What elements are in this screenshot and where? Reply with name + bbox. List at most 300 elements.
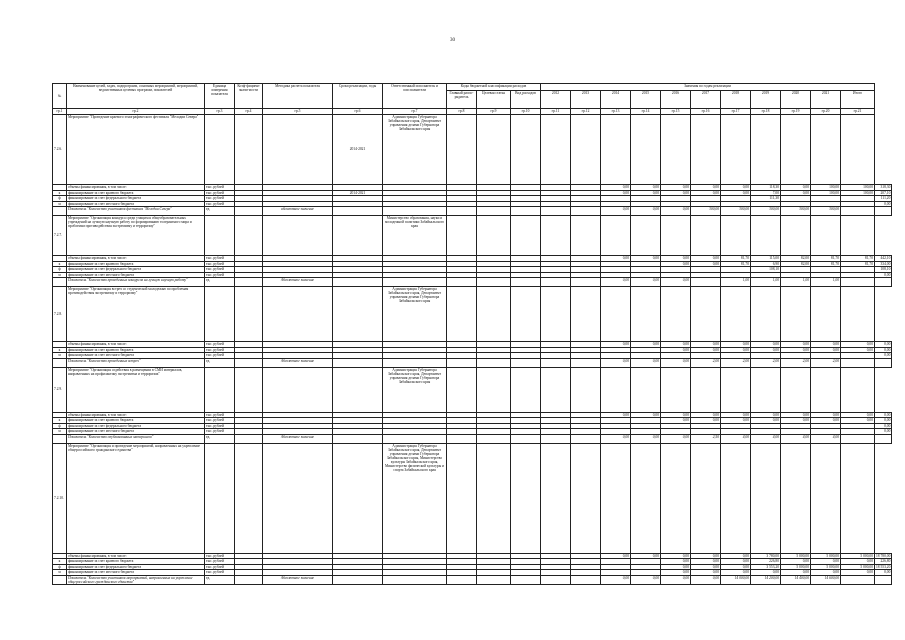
value-cell: 0,00 [601, 207, 631, 216]
section-responsible: Администрация Губернатора Забайкальского края, Департамент управления делами Губернатора Забайкальского края [383, 287, 447, 342]
value-cell: 0,00 [811, 342, 841, 348]
value-cell: 0,00 [875, 423, 892, 429]
value-cell: 0,00 [875, 201, 892, 207]
value-cell [541, 358, 571, 367]
column-number: гр.11 [541, 109, 571, 115]
value-cell: 0,00 [661, 564, 691, 570]
empty-cell [235, 115, 263, 185]
value-cell: 0,00 [661, 434, 691, 443]
value-cell: 0,00 [601, 256, 631, 262]
section-code: 7.2.7. [53, 216, 67, 256]
value-cell: 0,00 [661, 418, 691, 424]
column-number: гр.16 [691, 109, 721, 115]
value-cell: 1,00 [721, 278, 751, 287]
value-cell: 0,00 [661, 207, 691, 216]
header-term: Сроки реализации, годы [333, 84, 383, 109]
row-marker: к [53, 347, 67, 353]
row-name: Показатель "Количество участников мероприятий, направленных на укрепление общероссийского гражданского единства" [67, 575, 205, 584]
value-cell [541, 278, 571, 287]
value-cell: 300,00 [811, 207, 841, 216]
value-cell: 0,00 [691, 559, 721, 565]
empty-cell [477, 287, 511, 342]
row-method: абсолютное значение [263, 207, 333, 216]
empty-cell [841, 216, 875, 256]
empty-cell [511, 278, 541, 287]
value-cell: 0,00 [721, 347, 751, 353]
row-method: Абсолютное значение [263, 434, 333, 443]
empty-cell [631, 216, 661, 256]
header-year: 2020 [781, 91, 811, 109]
empty-cell [447, 207, 477, 216]
value-cell: 0,00 [875, 272, 892, 278]
header-year: 2013 [571, 91, 601, 109]
row-unit: ед. [205, 575, 235, 584]
empty-cell [631, 115, 661, 185]
row-term: 2014-2021 [333, 190, 383, 196]
value-cell: 0,00 [661, 559, 691, 565]
header-unit: Единица измерения показателя [205, 84, 235, 109]
value-cell: 4,00 [721, 434, 751, 443]
value-cell: 108,10 [751, 267, 781, 273]
section-term: 2014-2021 [333, 115, 383, 185]
header-year: 2012 [541, 91, 571, 109]
empty-cell [541, 216, 571, 256]
value-cell: 0,00 [721, 412, 751, 418]
value-cell: 0,00 [631, 190, 661, 196]
value-cell: 5 000,00 [841, 553, 875, 559]
empty-cell [263, 443, 333, 553]
value-cell: 18 553,20 [876, 564, 891, 569]
value-cell: 100,00 [811, 185, 841, 191]
column-number: гр.4 [235, 109, 263, 115]
row-unit: ед. [205, 434, 235, 443]
header-year: Итого [841, 91, 875, 109]
value-cell: 0,00 [661, 190, 691, 196]
column-number: гр.7 [383, 109, 447, 115]
value-cell: 0,00 [875, 418, 892, 424]
empty-cell [477, 575, 511, 584]
value-cell: 226,80 [751, 559, 781, 565]
value-cell: 0,00 [631, 575, 661, 584]
row-marker: м [53, 353, 67, 359]
empty-cell [751, 216, 781, 256]
value-cell: 0,00 [691, 185, 721, 191]
value-cell: 0,00 [601, 190, 631, 196]
value-cell: 108,10 [875, 267, 892, 273]
row-unit: тыс. рублей [205, 412, 235, 418]
row-unit: тыс. рублей [205, 553, 235, 559]
empty-cell [841, 367, 875, 412]
empty-cell [691, 287, 721, 342]
value-cell: 0,00 [781, 570, 811, 576]
value-cell: 0,00 [631, 278, 661, 287]
row-marker: ф [53, 267, 67, 273]
table-row [53, 358, 892, 367]
empty-cell [571, 216, 601, 256]
value-cell: 0,00 [631, 256, 661, 262]
header-budget-codes: Коды бюджетной классификации расходов [447, 84, 541, 91]
row-marker: к [53, 190, 67, 196]
value-cell: 0,00 [721, 342, 751, 348]
value-cell: 226,80 [875, 559, 892, 565]
row-name: финансирование за счет федерального бюджета [67, 564, 205, 570]
column-number: гр.9 [477, 109, 511, 115]
row-marker [53, 575, 67, 584]
row-name: объемы финансирования, в том числе: [67, 412, 205, 418]
empty-cell [841, 443, 875, 553]
value-cell: 3 553,20 [751, 564, 781, 570]
value-cell: 0,00 [601, 358, 631, 367]
empty-cell [781, 216, 811, 256]
section-responsible: Министерство образования, науки и молодежной политики Забайкальского края [383, 216, 447, 256]
value-cell: 0,00 [721, 185, 751, 191]
row-name: объемы финансирования, в том числе: [67, 342, 205, 348]
empty-cell [661, 287, 691, 342]
empty-cell [447, 575, 477, 584]
header-values-by-year: Значения по годам реализации [541, 84, 875, 91]
value-cell: 2,00 [691, 358, 721, 367]
row-marker: к [53, 418, 67, 424]
row-unit: тыс. рублей [205, 423, 235, 429]
row-name: объемы финансирования, в том числе: [67, 553, 205, 559]
section-title: Мероприятие "Организация и проведение мероприятий, направленных на укрепление общероссийского гражданского единства" [67, 443, 205, 553]
row-marker: ф [53, 564, 67, 570]
row-unit: тыс. рублей [205, 429, 235, 435]
empty-cell [447, 367, 477, 412]
value-cell: 0,00 [691, 347, 721, 353]
value-cell: 100,00 [811, 190, 841, 196]
value-cell: 0,00 [601, 342, 631, 348]
row-coef [235, 207, 263, 216]
value-cell: 300,00 [781, 207, 811, 216]
empty-cell [571, 367, 601, 412]
row-unit: тыс. рублей [205, 418, 235, 424]
header-year: 2021 [811, 91, 841, 109]
empty-cell [447, 443, 477, 553]
column-number: гр.21 [841, 109, 875, 115]
value-cell: 0,00 [875, 429, 892, 435]
header-name: Наименование целей, задач, подпрограмм, основных мероприятий, мероприятий, ведомственных целевых программ, показателей [67, 84, 205, 109]
value-cell: 0,00 [841, 559, 875, 565]
value-cell: 81,70 [811, 256, 841, 262]
value-cell: 0,00 [601, 185, 631, 191]
value-cell: 0,00 [691, 553, 721, 559]
section-title: Мероприятие "Организация конкурса среди учащихся общеобразовательных учреждений на лучшую научную работу по формированию толерантного мира и проблемам противодействия экстремизму и терроризму" [67, 216, 205, 256]
empty-cell [447, 434, 477, 443]
empty-cell [691, 216, 721, 256]
header-gr: Главный распо-рядитель [447, 91, 477, 109]
value-cell: 0,00 [691, 261, 721, 267]
empty-cell [235, 367, 263, 412]
value-cell: 0,00 [601, 434, 631, 443]
row-unit: тыс. рублей [205, 190, 235, 196]
value-cell [541, 434, 571, 443]
value-cell: 82,00 [781, 261, 811, 267]
section-code: 7.2.9. [53, 367, 67, 412]
empty-cell [721, 287, 751, 342]
value-cell: 0,00 [631, 412, 661, 418]
empty-cell [541, 115, 571, 185]
table-row [53, 434, 892, 443]
value-cell [875, 358, 892, 367]
value-cell: 0,00 [601, 412, 631, 418]
value-cell: 81,70 [721, 261, 751, 267]
value-cell: 0,00 [781, 559, 811, 565]
row-name: Показатель "Количество опубликованных материалов" [67, 434, 205, 443]
row-method: Абсолютное значение [263, 358, 333, 367]
value-cell: 14 600,00 [811, 575, 841, 584]
value-cell: 7,00 [751, 190, 781, 196]
column-number: гр.15 [661, 109, 691, 115]
value-cell: 0,00 [691, 190, 721, 196]
empty-cell [631, 443, 661, 553]
row-coef [235, 278, 263, 287]
empty-cell [205, 115, 235, 185]
table-row [53, 207, 892, 216]
value-cell: 6,90 [751, 261, 781, 267]
row-unit: тыс. рублей [205, 347, 235, 353]
value-cell [841, 575, 875, 584]
value-cell: 0,00 [751, 570, 781, 576]
value-cell: 0,00 [875, 353, 892, 359]
value-cell: 0,00 [661, 261, 691, 267]
value-cell [571, 207, 601, 216]
section-row [53, 216, 892, 256]
empty-cell [477, 207, 511, 216]
row-marker: м [53, 201, 67, 207]
value-cell: 0,00 [781, 190, 811, 196]
value-cell: 111,20 [875, 196, 892, 202]
empty-cell [811, 115, 841, 185]
value-cell: 18 780,00 [876, 553, 891, 558]
value-cell: 0,00 [841, 418, 875, 424]
row-coef [235, 434, 263, 443]
section-row [53, 115, 892, 185]
value-cell: 0,00 [841, 342, 875, 348]
empty-cell [263, 115, 333, 185]
row-name: объемы финансирования, в том числе: [67, 185, 205, 191]
value-cell: 0,00 [781, 418, 811, 424]
value-cell: 81,70 [811, 261, 841, 267]
row-term [333, 358, 383, 367]
value-cell: 1,00 [751, 278, 781, 287]
empty-cell [511, 443, 541, 553]
value-cell: 0,00 [691, 412, 721, 418]
row-unit: тыс. рублей [205, 261, 235, 267]
column-number: гр.12 [571, 109, 601, 115]
column-number: гр.5 [263, 109, 333, 115]
value-cell [841, 207, 875, 216]
section-term [333, 216, 383, 256]
row-name: финансирование за счет федерального бюджета [67, 423, 205, 429]
empty-cell [541, 287, 571, 342]
value-cell: 0,00 [751, 347, 781, 353]
row-coef [235, 575, 263, 584]
value-cell: 5 000,00 [781, 553, 811, 559]
value-cell: 0,00 [721, 553, 751, 559]
row-unit: тыс. рублей [205, 272, 235, 278]
header-year: 2015 [631, 91, 661, 109]
header-exp-type: Вид расходов [511, 91, 541, 109]
empty-cell [541, 443, 571, 553]
row-unit: тыс. рублей [205, 201, 235, 207]
empty-cell [721, 216, 751, 256]
value-cell: 207,10 [875, 190, 892, 196]
value-cell: 3 780,00 [751, 553, 781, 559]
row-name: финансирование за счет местного бюджета [67, 272, 205, 278]
row-resp [383, 575, 447, 584]
empty-cell [263, 287, 333, 342]
empty-cell [721, 115, 751, 185]
empty-cell [781, 287, 811, 342]
empty-cell [841, 287, 875, 342]
empty-cell [511, 216, 541, 256]
value-cell: 5 000,00 [811, 564, 841, 570]
value-cell [571, 358, 601, 367]
empty-cell [205, 443, 235, 553]
empty-cell [511, 434, 541, 443]
empty-cell [691, 443, 721, 553]
row-name: финансирование за счет местного бюджета [67, 429, 205, 435]
empty-cell [447, 358, 477, 367]
value-cell: 0,00 [601, 278, 631, 287]
section-code: 7.2.6. [53, 115, 67, 185]
empty-cell [447, 115, 477, 185]
value-cell: 0,00 [631, 342, 661, 348]
value-cell: 14 400,00 [781, 575, 811, 584]
row-name: финансирование за счет краевого бюджета [67, 190, 205, 196]
value-cell: 115,00 [751, 256, 781, 262]
section-code: 7.2.8. [53, 287, 67, 342]
empty-cell [811, 367, 841, 412]
value-cell: 81,70 [841, 256, 875, 262]
row-term [333, 434, 383, 443]
row-marker [53, 207, 67, 216]
table-row [53, 278, 892, 287]
table-row [53, 575, 892, 584]
value-cell [571, 575, 601, 584]
empty-cell [511, 575, 541, 584]
row-method: Абсолютное значение [263, 575, 333, 584]
empty-cell [235, 216, 263, 256]
page-number: 30 [450, 38, 455, 43]
column-number: гр.6 [333, 109, 383, 115]
value-cell: 0,00 [691, 418, 721, 424]
section-row [53, 367, 892, 412]
empty-cell [601, 367, 631, 412]
value-cell: 0,00 [875, 570, 892, 576]
empty-cell [781, 367, 811, 412]
empty-cell [571, 287, 601, 342]
empty-cell [751, 443, 781, 553]
value-cell: 0,00 [661, 347, 691, 353]
row-resp [383, 207, 447, 216]
section-title: Мероприятие "Организация встреч со студенческой молодежью по проблемам противодействия экстремизму и терроризму" [67, 287, 205, 342]
empty-cell [447, 216, 477, 256]
value-cell: 0,00 [841, 347, 875, 353]
value-cell: 0,00 [691, 342, 721, 348]
row-unit: ед. [205, 278, 235, 287]
section-row [53, 287, 892, 342]
value-cell: 14 000,00 [721, 575, 751, 584]
value-cell: 0,00 [721, 418, 751, 424]
empty-cell [601, 216, 631, 256]
row-unit: тыс. рублей [205, 196, 235, 202]
value-cell: 0,00 [661, 342, 691, 348]
value-cell: 0,00 [601, 553, 631, 559]
value-cell: 0,00 [841, 412, 875, 418]
column-number: гр.20 [811, 109, 841, 115]
empty-cell [447, 278, 477, 287]
value-cell [841, 434, 875, 443]
value-cell: 0,00 [751, 412, 781, 418]
value-cell: 14 200,00 [751, 575, 781, 584]
row-name: финансирование за счет федерального бюджета [67, 267, 205, 273]
row-marker: к [53, 559, 67, 565]
value-cell [691, 278, 721, 287]
value-cell: 0,00 [781, 412, 811, 418]
value-cell: 4,00 [811, 434, 841, 443]
row-marker: ф [53, 423, 67, 429]
value-cell: 0,00 [691, 575, 721, 584]
program-table [52, 83, 892, 585]
empty-cell [841, 115, 875, 185]
empty-cell [477, 358, 511, 367]
empty-cell [721, 443, 751, 553]
value-cell: 300,00 [751, 207, 781, 216]
value-cell [841, 358, 875, 367]
value-cell: 4,00 [781, 434, 811, 443]
value-cell: 0,00 [661, 575, 691, 584]
empty-cell [751, 367, 781, 412]
row-marker [53, 434, 67, 443]
row-unit: ед. [205, 358, 235, 367]
header-year: 2018 [721, 91, 751, 109]
column-number: гр.14 [631, 109, 661, 115]
header-resp: Ответственный исполнитель и соисполнители [383, 84, 447, 109]
value-cell: 2,00 [721, 358, 751, 367]
empty-cell [477, 216, 511, 256]
value-cell: 0,00 [691, 256, 721, 262]
empty-cell [541, 367, 571, 412]
value-cell: 0,00 [811, 570, 841, 576]
value-cell [571, 434, 601, 443]
value-cell: 0,00 [781, 185, 811, 191]
value-cell: 0,00 [811, 418, 841, 424]
column-number: гр.2 [67, 109, 205, 115]
value-cell [875, 207, 892, 216]
empty-cell [661, 443, 691, 553]
section-responsible: Администрация Губернатора Забайкальского края, Департамент управления делами Губернатора Забайкальского края, Министерство культуры Забайкальского края, Министерство физической культуры и спорта Забайкальского края [383, 443, 447, 553]
row-unit: тыс. рублей [205, 342, 235, 348]
value-cell: 0,00 [661, 553, 691, 559]
empty-cell [477, 115, 511, 185]
value-cell: 5 000,00 [781, 564, 811, 570]
empty-cell [205, 287, 235, 342]
value-cell: 2,00 [751, 358, 781, 367]
column-number: гр.13 [601, 109, 631, 115]
empty-cell [571, 443, 601, 553]
row-unit: тыс. рублей [205, 353, 235, 359]
value-cell: 0,00 [811, 412, 841, 418]
column-number: гр.3 [205, 109, 235, 115]
value-cell [541, 575, 571, 584]
empty-cell [691, 115, 721, 185]
empty-cell [811, 287, 841, 342]
section-title: Мероприятие "Проведение краевого этнографического фестиваля "Мелодии Севера" [67, 115, 205, 185]
value-cell: 82,00 [781, 256, 811, 262]
empty-cell [511, 367, 541, 412]
